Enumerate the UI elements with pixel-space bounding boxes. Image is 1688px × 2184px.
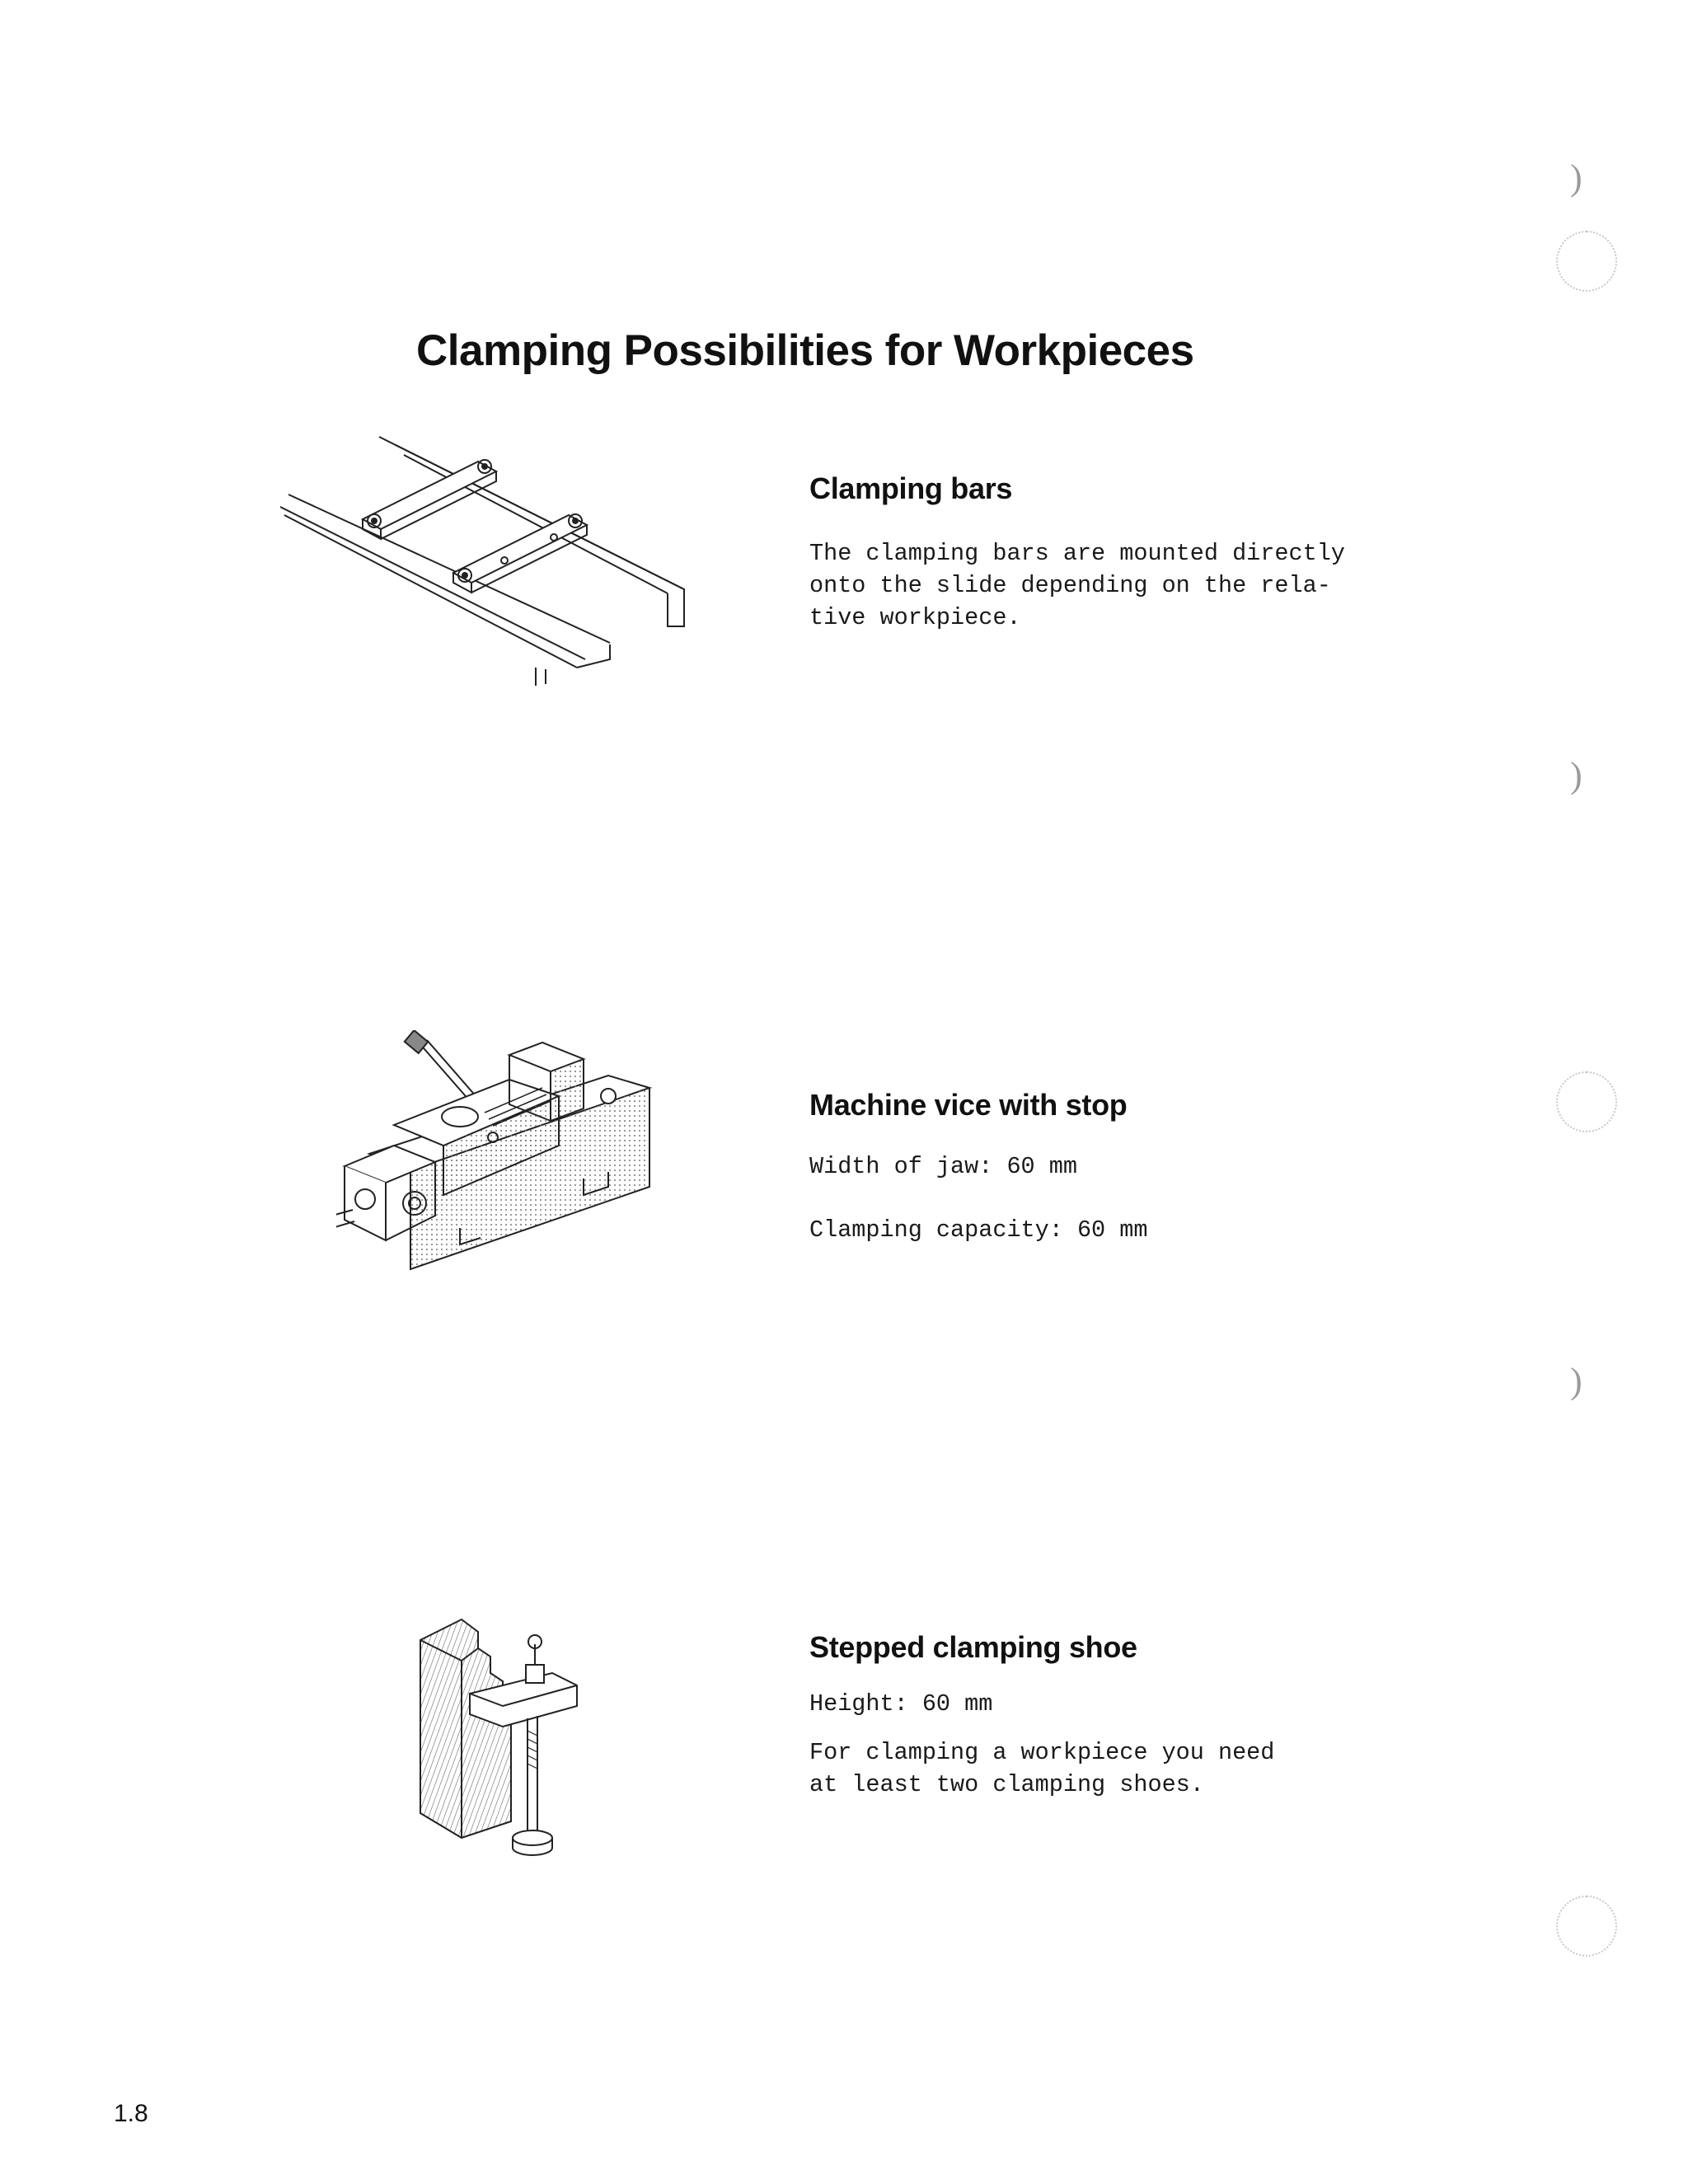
- margin-mark-decoration: ): [1570, 755, 1582, 795]
- margin-mark-decoration: ): [1570, 1361, 1582, 1401]
- page-number: 1.8: [114, 2100, 148, 2127]
- page-title: Clamping Possibilities for Workpieces: [416, 326, 1194, 375]
- spec-clamping-capacity: Clamping capacity: 60 mm: [809, 1216, 1148, 1244]
- body-line: at least two clamping shoes.: [809, 1771, 1204, 1798]
- body-line: For clamping a workpiece you need: [809, 1739, 1275, 1766]
- section-stepped-clamping-shoe: [809, 1630, 1485, 1801]
- section-heading: Stepped clamping shoe: [809, 1630, 1137, 1664]
- spec-height: Height: 60 mm: [809, 1690, 993, 1718]
- clamping-bars-illustration: [280, 429, 692, 692]
- binder-hole-decoration: [1556, 231, 1617, 292]
- section-heading: Clamping bars: [809, 471, 1013, 505]
- body-line: onto the slide depending on the rela-: [809, 572, 1331, 599]
- section-heading: Machine vice with stop: [809, 1088, 1128, 1122]
- machine-vice-illustration: [336, 1030, 666, 1277]
- binder-hole-decoration: [1556, 1071, 1617, 1132]
- spec-width-of-jaw: Width of jaw: 60 mm: [809, 1153, 1077, 1180]
- body-line: The clamping bars are mounted directly: [809, 540, 1345, 567]
- binder-hole-decoration: [1556, 1896, 1617, 1957]
- section-clamping-bars: [809, 471, 1485, 634]
- body-line: tive workpiece.: [809, 604, 1021, 631]
- margin-mark-decoration: ): [1570, 157, 1582, 198]
- stepped-clamping-shoe-illustration: [412, 1615, 610, 1863]
- section-machine-vice: [809, 1088, 1485, 1246]
